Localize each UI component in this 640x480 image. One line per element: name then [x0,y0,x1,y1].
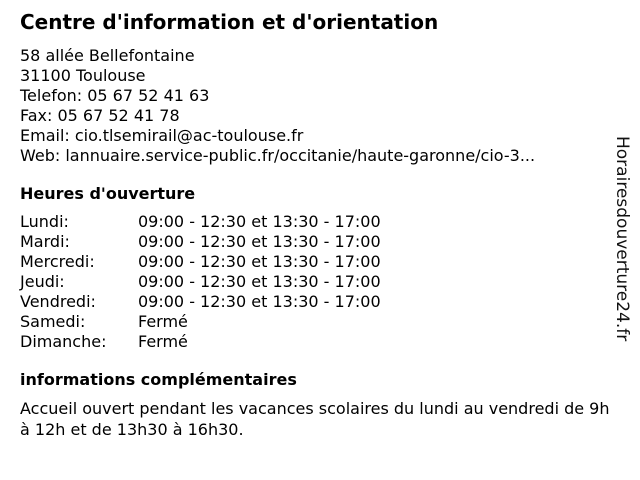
city-address: 31100 Toulouse [20,66,146,85]
day-label: Mardi: [20,232,70,251]
hours-row-saturday [20,312,620,332]
day-label: Vendredi: [20,292,96,311]
contact-block [20,46,620,166]
hours-heading: Heures d'ouverture [20,184,196,203]
fax-number: Fax: 05 67 52 41 78 [20,106,180,125]
street-address: 58 allée Bellefontaine [20,46,195,65]
hours-value: Fermé [138,312,188,331]
page-title: Centre d'information et d'orientation [20,10,439,34]
website-address: Web: lannuaire.service-public.fr/occitanie/haute-garonne/cio-3... [20,146,536,165]
business-info-card [20,8,620,440]
hours-table [20,212,620,352]
hours-row-wednesday [20,252,620,272]
hours-value: 09:00 - 12:30 et 13:30 - 17:00 [138,292,381,311]
day-label: Jeudi: [20,272,65,291]
hours-row-friday [20,292,620,312]
hours-value: 09:00 - 12:30 et 13:30 - 17:00 [138,212,381,231]
hours-row-monday [20,212,620,232]
hours-row-tuesday [20,232,620,252]
site-watermark: Horairesdouverture24.fr [612,136,632,342]
day-label: Lundi: [20,212,69,231]
hours-row-thursday [20,272,620,292]
hours-value: 09:00 - 12:30 et 13:30 - 17:00 [138,272,381,291]
email-address: Email: cio.tlsemirail@ac-toulouse.fr [20,126,304,145]
info-heading: informations complémentaires [20,370,297,389]
hours-value: 09:00 - 12:30 et 13:30 - 17:00 [138,232,381,251]
day-label: Samedi: [20,312,86,331]
day-label: Mercredi: [20,252,95,271]
hours-row-sunday [20,332,620,352]
day-label: Dimanche: [20,332,107,351]
hours-value: 09:00 - 12:30 et 13:30 - 17:00 [138,252,381,271]
info-text: Accueil ouvert pendant les vacances scolaires du lundi au vendredi de 9h à 12h et de 13h30 à 16h30. [20,399,610,439]
hours-value: Fermé [138,332,188,351]
phone-number: Telefon: 05 67 52 41 63 [20,86,210,105]
